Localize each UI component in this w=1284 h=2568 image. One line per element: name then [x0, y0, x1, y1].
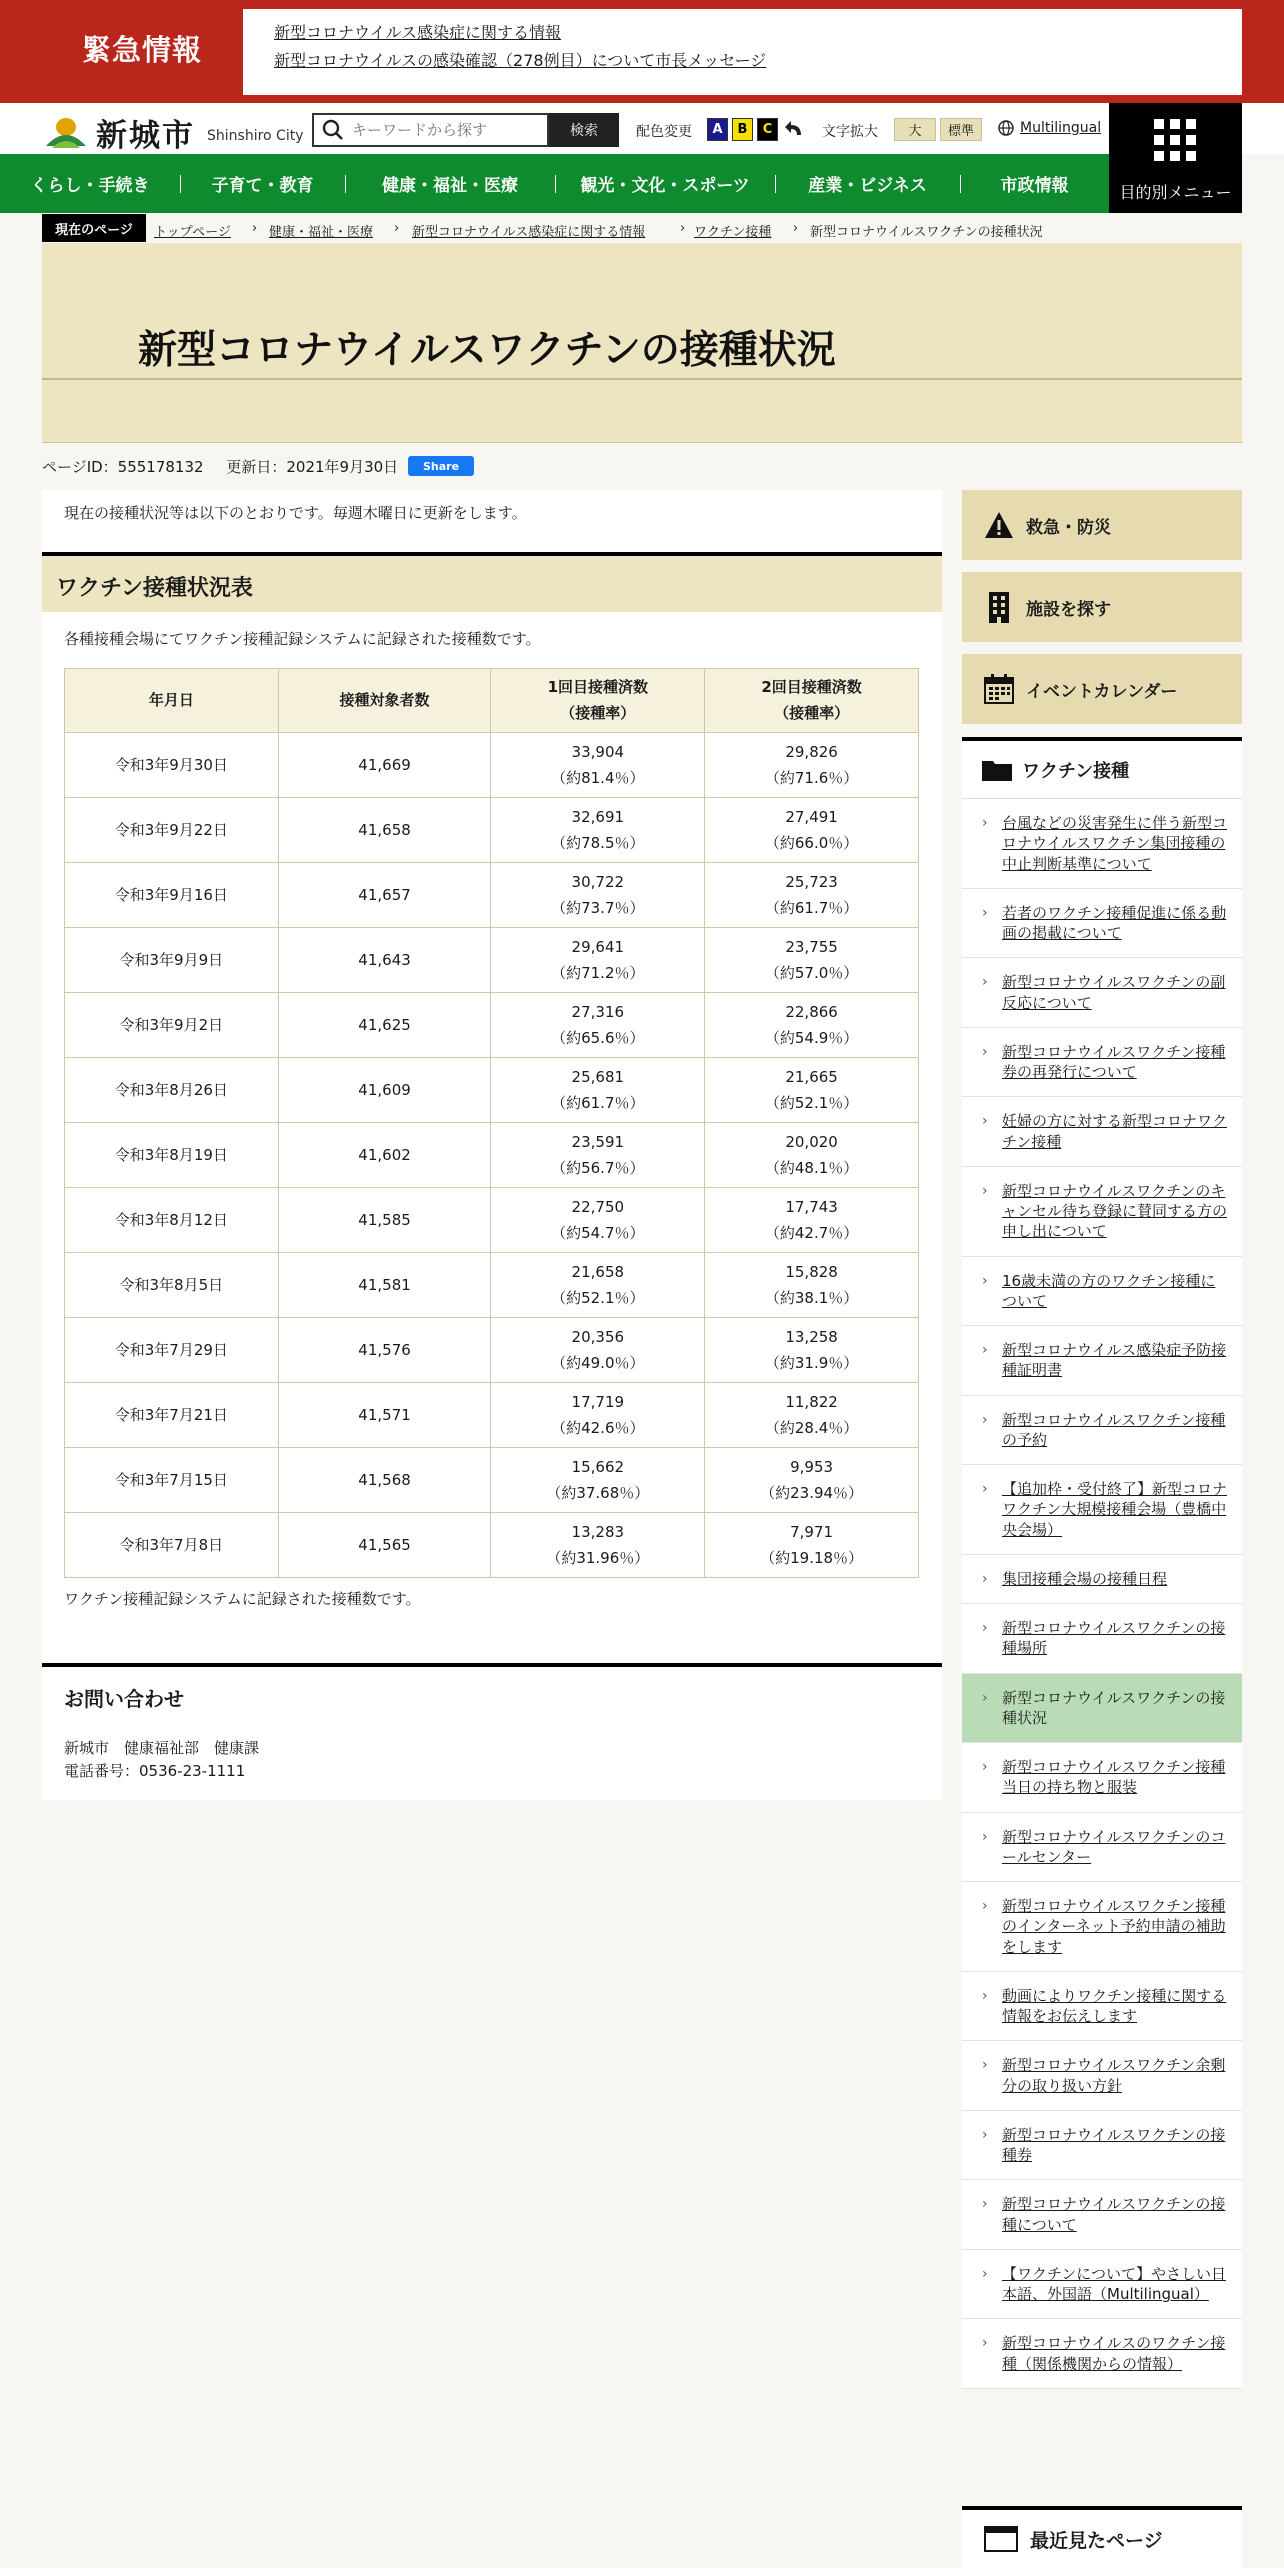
chevron-right-icon: ›	[982, 1759, 988, 1775]
chevron-right-icon: ›	[982, 1411, 988, 1428]
search-button[interactable]: 検索	[549, 113, 619, 147]
table-header-row	[65, 669, 919, 733]
table-row	[65, 863, 919, 928]
sidebar-link-label[interactable]: 新型コロナウイルスワクチン接種のインターネット予約申請の補助をします	[1002, 1897, 1226, 1956]
chevron-right-icon: ›	[982, 1481, 988, 1497]
col-header-dose1: 1回目接種済数 （接種率）	[491, 669, 705, 733]
cell-dose1: 13,283 （約31.96％）	[491, 1513, 705, 1578]
chevron-right-icon: ›	[982, 904, 988, 921]
event-calendar-button[interactable]	[962, 654, 1242, 724]
vaccination-table	[64, 668, 919, 1578]
find-facility-button[interactable]	[962, 572, 1242, 642]
color-option-c[interactable]: C	[757, 118, 778, 141]
sidebar-link-item[interactable]	[962, 1097, 1242, 1167]
sidebar-link-label[interactable]: 新型コロナウイルスワクチンの接種場所	[1002, 1619, 1226, 1658]
sidebar-link-item[interactable]	[962, 2041, 1242, 2111]
cell-dose1: 15,662 （約37.68％）	[491, 1448, 705, 1513]
nav-item-tourism[interactable]: 観光・文化・スポーツ	[580, 176, 750, 196]
chevron-right-icon: ›	[982, 1570, 988, 1587]
city-emblem-icon	[44, 116, 88, 150]
emergency-disaster-label: 救急・防災	[1026, 517, 1111, 538]
table-row	[65, 1123, 919, 1188]
cell-target: 41,576	[278, 1318, 491, 1383]
cell-date: 令和3年8月12日	[65, 1188, 279, 1253]
sidebar-link-item[interactable]	[962, 1604, 1242, 1674]
nav-item-childcare[interactable]: 子育て・教育	[211, 176, 314, 196]
table-row	[65, 733, 919, 798]
col-header-date: 年月日	[65, 669, 279, 733]
table-row	[65, 1318, 919, 1383]
sidebar-link-item[interactable]	[962, 1167, 1242, 1257]
warning-icon	[982, 508, 1016, 542]
cell-dose2: 25,723 （約61.7％）	[705, 863, 919, 928]
cell-target: 41,669	[278, 733, 491, 798]
foot-note: ワクチン接種記録システムに記録された接種数です。	[64, 1590, 421, 1608]
sidebar-link-item[interactable]	[962, 1882, 1242, 1972]
search-input[interactable]	[352, 121, 532, 139]
sidebar-link-label[interactable]: 新型コロナウイルスワクチンの副反応について	[1002, 973, 1226, 1012]
cell-dose2: 22,866 （約54.9％）	[705, 993, 919, 1058]
purpose-menu-label: 目的別メニュー	[1119, 183, 1232, 202]
color-change-label: 配色変更	[636, 124, 692, 140]
chevron-right-icon: ›	[982, 1342, 988, 1358]
sidebar-link-item[interactable]	[962, 2180, 1242, 2250]
sidebar-link-label[interactable]: 新型コロナウイルスワクチン接種券の再発行について	[1002, 1042, 1226, 1081]
event-calendar-label: イベントカレンダー	[1026, 681, 1178, 702]
chevron-right-icon: ›	[982, 1182, 988, 1199]
cell-target: 41,609	[278, 1058, 491, 1123]
chevron-right-icon: ›	[982, 1113, 988, 1130]
updated-date: 更新日：2021年9月30日	[226, 458, 399, 476]
table-row	[65, 798, 919, 863]
cell-target: 41,625	[278, 993, 491, 1058]
table-row	[65, 1513, 919, 1578]
logo-text: 新城市	[96, 118, 195, 154]
calendar-icon	[982, 672, 1016, 706]
sidebar-link-label[interactable]: 16歳未満の方のワクチン接種について	[1002, 1271, 1216, 1310]
sidebar-link-item[interactable]	[962, 1743, 1242, 1813]
multilingual-link[interactable]	[998, 120, 1101, 136]
globe-icon	[998, 120, 1014, 136]
chevron-right-icon: ›	[252, 221, 258, 236]
cell-dose1: 22,750 （約54.7％）	[491, 1188, 705, 1253]
cell-date: 令和3年9月22日	[65, 798, 279, 863]
cell-dose1: 25,681 （約61.7％）	[491, 1058, 705, 1123]
chevron-right-icon: ›	[982, 2126, 988, 2143]
sidebar-link-label: 新型コロナウイルスワクチンの接種状況	[1002, 1688, 1226, 1727]
global-nav	[0, 154, 1109, 213]
sidebar-link-label[interactable]: 新型コロナウイルスワクチンのキャンセル待ち登録に賛同する方の申し出について	[1002, 1181, 1228, 1241]
sidebar-link-item[interactable]	[962, 1813, 1242, 1883]
cell-date: 令和3年9月2日	[65, 993, 279, 1058]
chevron-right-icon: ›	[982, 1828, 988, 1845]
chevron-right-icon: ›	[982, 1620, 988, 1636]
cell-dose1: 30,722 （約73.7％）	[491, 863, 705, 928]
sidebar-link-item[interactable]	[962, 1555, 1242, 1604]
search-field	[312, 113, 549, 147]
breadcrumb-covid[interactable]: 新型コロナウイルス感染症に関する情報	[412, 225, 646, 240]
nav-item-health[interactable]: 健康・福祉・医療	[382, 176, 518, 196]
nav-item-living[interactable]: くらし・手続き	[30, 176, 150, 196]
vaccine-link-list	[962, 737, 1242, 2389]
table-row	[65, 1448, 919, 1513]
cell-dose2: 21,665 （約52.1％）	[705, 1058, 919, 1123]
text-size-large-button[interactable]: 大	[894, 118, 936, 141]
chevron-right-icon: ›	[982, 1898, 988, 1914]
cell-date: 令和3年7月21日	[65, 1383, 279, 1448]
cell-target: 41,571	[278, 1383, 491, 1448]
emergency-link-mayor-message[interactable]: 新型コロナウイルスの感染確認（278例目）について市長メッセージ	[274, 51, 767, 70]
sidebar-link-label[interactable]: 妊婦の方に対する新型コロナワクチン接種	[1002, 1112, 1228, 1151]
chevron-right-icon: ›	[982, 1689, 988, 1706]
cell-date: 令和3年7月8日	[65, 1513, 279, 1578]
cell-dose1: 23,591 （約56.7％）	[491, 1123, 705, 1188]
cell-dose2: 11,822 （約28.4％）	[705, 1383, 919, 1448]
cell-date: 令和3年7月29日	[65, 1318, 279, 1383]
grid-menu-icon	[1154, 119, 1196, 161]
sidebar-link-label[interactable]: 集団接種会場の接種日程	[1002, 1569, 1168, 1588]
sidebar-link-label[interactable]: 新型コロナウイルスワクチンの接種券	[1002, 2125, 1226, 2164]
chevron-right-icon: ›	[982, 2196, 988, 2213]
cell-dose2: 17,743 （約42.7％）	[705, 1188, 919, 1253]
contact-phone: 電話番号：0536-23-1111	[64, 1762, 246, 1780]
color-option-a[interactable]: A	[707, 118, 728, 141]
site-logo[interactable]	[44, 110, 303, 155]
chevron-right-icon: ›	[982, 815, 988, 831]
cell-target: 41,602	[278, 1123, 491, 1188]
emergency-banner	[0, 0, 1284, 103]
cell-target: 41,643	[278, 928, 491, 993]
recent-pages-header	[962, 2506, 1242, 2568]
sidebar-link-item[interactable]	[962, 799, 1242, 889]
main-content	[42, 490, 942, 1800]
cell-date: 令和3年8月5日	[65, 1253, 279, 1318]
cell-target: 41,565	[278, 1513, 491, 1578]
nav-item-administration[interactable]: 市政情報	[1000, 176, 1069, 196]
cell-dose2: 7,971 （約19.18％）	[705, 1513, 919, 1578]
sidebar-link-label[interactable]: 新型コロナウイルスワクチン余剰分の取り扱い方針	[1002, 2056, 1226, 2095]
breadcrumb-vaccine[interactable]: ワクチン接種	[694, 225, 772, 240]
vaccine-list-header	[962, 741, 1242, 799]
contact-title: お問い合わせ	[64, 1687, 184, 1711]
browser-window-icon	[984, 2526, 1018, 2552]
page-meta	[42, 456, 398, 477]
breadcrumb-current: 新型コロナウイルスワクチンの接種状況	[810, 225, 1043, 240]
sidebar-link-item[interactable]	[962, 889, 1242, 959]
cell-dose2: 9,953 （約23.94％）	[705, 1448, 919, 1513]
color-option-b[interactable]: B	[732, 118, 753, 141]
cell-date: 令和3年9月16日	[65, 863, 279, 928]
sidebar-link-label[interactable]: 新型コロナウイルスのワクチン接種（関係機関からの情報）	[1002, 2334, 1226, 2373]
sidebar-link-label[interactable]: 新型コロナウイルス感染症予防接種証明書	[1002, 1341, 1227, 1380]
cell-dose1: 21,658 （約52.1％）	[491, 1253, 705, 1318]
emergency-label: 緊急情報	[81, 33, 202, 67]
cell-date: 令和3年8月19日	[65, 1123, 279, 1188]
text-size-standard-button[interactable]: 標準	[940, 118, 982, 141]
table-row	[65, 1058, 919, 1123]
chevron-right-icon: ›	[982, 2057, 988, 2074]
color-reset-icon[interactable]	[783, 117, 805, 143]
nav-item-business[interactable]: 産業・ビジネス	[808, 176, 927, 196]
sidebar-link-item[interactable]	[962, 1972, 1242, 2042]
cell-dose2: 23,755 （約57.0％）	[705, 928, 919, 993]
multilingual-label: Multilingual	[1020, 120, 1102, 136]
cell-date: 令和3年9月30日	[65, 733, 279, 798]
vaccine-list-title: ワクチン接種	[1022, 760, 1130, 782]
cell-dose1: 32,691 （約78.5％）	[491, 798, 705, 863]
page-id: ページID：555178132	[42, 458, 204, 476]
breadcrumb-label: 現在のページ	[42, 214, 146, 242]
cell-dose1: 17,719 （約42.6％）	[491, 1383, 705, 1448]
cell-target: 41,585	[278, 1188, 491, 1253]
contact-dept: 新城市 健康福祉部 健康課	[64, 1739, 260, 1757]
purpose-menu-button[interactable]	[1109, 103, 1242, 213]
contact-section	[42, 1663, 942, 1800]
sidebar-link-item[interactable]	[962, 1674, 1242, 1744]
breadcrumb-health[interactable]: 健康・福祉・医療	[269, 225, 374, 240]
table-row	[65, 1188, 919, 1253]
cell-dose1: 29,641 （約71.2％）	[491, 928, 705, 993]
sidebar-link-label[interactable]: 【ワクチンについて】やさしい日本語、外国語（Multilingual）	[1002, 2264, 1226, 2303]
site-header	[0, 103, 1284, 154]
sidebar-link-label[interactable]: 若者のワクチン接種促進に係る動画の掲載について	[1002, 903, 1227, 942]
cell-dose2: 27,491 （約66.0％）	[705, 798, 919, 863]
chevron-right-icon: ›	[793, 221, 799, 236]
text-size-label: 文字拡大	[822, 124, 878, 140]
chevron-right-icon: ›	[394, 221, 400, 236]
page-title: 新型コロナウイルスワクチンの接種状況	[138, 328, 836, 373]
sidebar-link-label[interactable]: 動画によりワクチン接種に関する情報をお伝えします	[1002, 1986, 1227, 2025]
table-row	[65, 1253, 919, 1318]
facebook-share-button[interactable]: Share	[408, 456, 474, 476]
cell-date: 令和3年8月26日	[65, 1058, 279, 1123]
chevron-right-icon: ›	[982, 1043, 988, 1060]
breadcrumb	[42, 214, 1242, 242]
cell-target: 41,657	[278, 863, 491, 928]
sidebar-link-item[interactable]	[962, 1326, 1242, 1396]
cell-dose1: 33,904 （約81.4％）	[491, 733, 705, 798]
chevron-right-icon: ›	[680, 221, 686, 236]
sidebar-link-item[interactable]	[962, 1257, 1242, 1327]
col-header-target: 接種対象者数	[278, 669, 491, 733]
chevron-right-icon: ›	[982, 1272, 988, 1289]
cell-date: 令和3年9月9日	[65, 928, 279, 993]
title-banner	[42, 243, 1242, 443]
table-row	[65, 993, 919, 1058]
emergency-link-covid-info[interactable]: 新型コロナウイルス感染症に関する情報	[274, 23, 562, 42]
sidebar-link-item[interactable]	[962, 1396, 1242, 1466]
cell-dose2: 15,828 （約38.1％）	[705, 1253, 919, 1318]
emergency-disaster-button[interactable]	[962, 490, 1242, 560]
chevron-right-icon: ›	[982, 1987, 988, 2004]
sidebar-link-item[interactable]	[962, 2111, 1242, 2181]
sidebar-link-label[interactable]: 新型コロナウイルスワクチン接種当日の持ち物と服装	[1002, 1758, 1226, 1797]
sidebar-link-label[interactable]: 新型コロナウイルスワクチンのコールセンター	[1002, 1827, 1226, 1866]
section-heading	[42, 552, 942, 612]
table-row	[65, 928, 919, 993]
cell-date: 令和3年7月15日	[65, 1448, 279, 1513]
sidebar-link-item[interactable]	[962, 1028, 1242, 1098]
sidebar-link-label[interactable]: 新型コロナウイルスワクチンの接種について	[1002, 2195, 1226, 2234]
folder-icon	[982, 759, 1012, 781]
section-title: ワクチン接種状況表	[56, 576, 253, 601]
chevron-right-icon: ›	[982, 2335, 988, 2352]
logo-english: Shinshiro City	[207, 127, 304, 144]
title-divider	[42, 378, 1242, 380]
intro-text: 現在の接種状況等は以下のとおりです。毎週木曜日に更新をします。	[64, 504, 527, 522]
sidebar-link-label[interactable]: 新型コロナウイルスワクチン接種の予約	[1002, 1410, 1226, 1449]
col-header-dose2: 2回目接種済数 （接種率）	[705, 669, 919, 733]
emergency-links	[243, 9, 1242, 95]
sidebar-link-label[interactable]: 【追加枠・受付終了】新型コロナワクチン大規模接種会場（豊橋中央会場）	[1002, 1480, 1228, 1539]
cell-target: 41,568	[278, 1448, 491, 1513]
sidebar-link-item[interactable]	[962, 2319, 1242, 2389]
cell-dose1: 27,316 （約65.6％）	[491, 993, 705, 1058]
sidebar-link-item[interactable]	[962, 1465, 1242, 1555]
sidebar-link-item[interactable]	[962, 2250, 1242, 2320]
cell-dose2: 29,826 （約71.6％）	[705, 733, 919, 798]
sidebar-link-item[interactable]	[962, 958, 1242, 1028]
recent-pages-title: 最近見たページ	[1030, 2529, 1163, 2552]
cell-dose2: 13,258 （約31.9％）	[705, 1318, 919, 1383]
cell-target: 41,581	[278, 1253, 491, 1318]
chevron-right-icon: ›	[982, 2265, 988, 2282]
building-icon	[982, 590, 1016, 624]
breadcrumb-home[interactable]: トップページ	[154, 225, 231, 240]
cell-dose2: 20,020 （約48.1％）	[705, 1123, 919, 1188]
chevron-right-icon: ›	[982, 974, 988, 991]
table-note: 各種接種会場にてワクチン接種記録システムに記録された接種数です。	[64, 630, 541, 648]
sidebar-link-label[interactable]: 台風などの災害発生に伴う新型コロナウイルスワクチン集団接種の中止判断基準について	[1002, 814, 1228, 873]
cell-dose1: 20,356 （約49.0％）	[491, 1318, 705, 1383]
table-row	[65, 1383, 919, 1448]
find-facility-label: 施設を探す	[1026, 599, 1111, 620]
cell-target: 41,658	[278, 798, 491, 863]
search-icon	[322, 119, 344, 141]
